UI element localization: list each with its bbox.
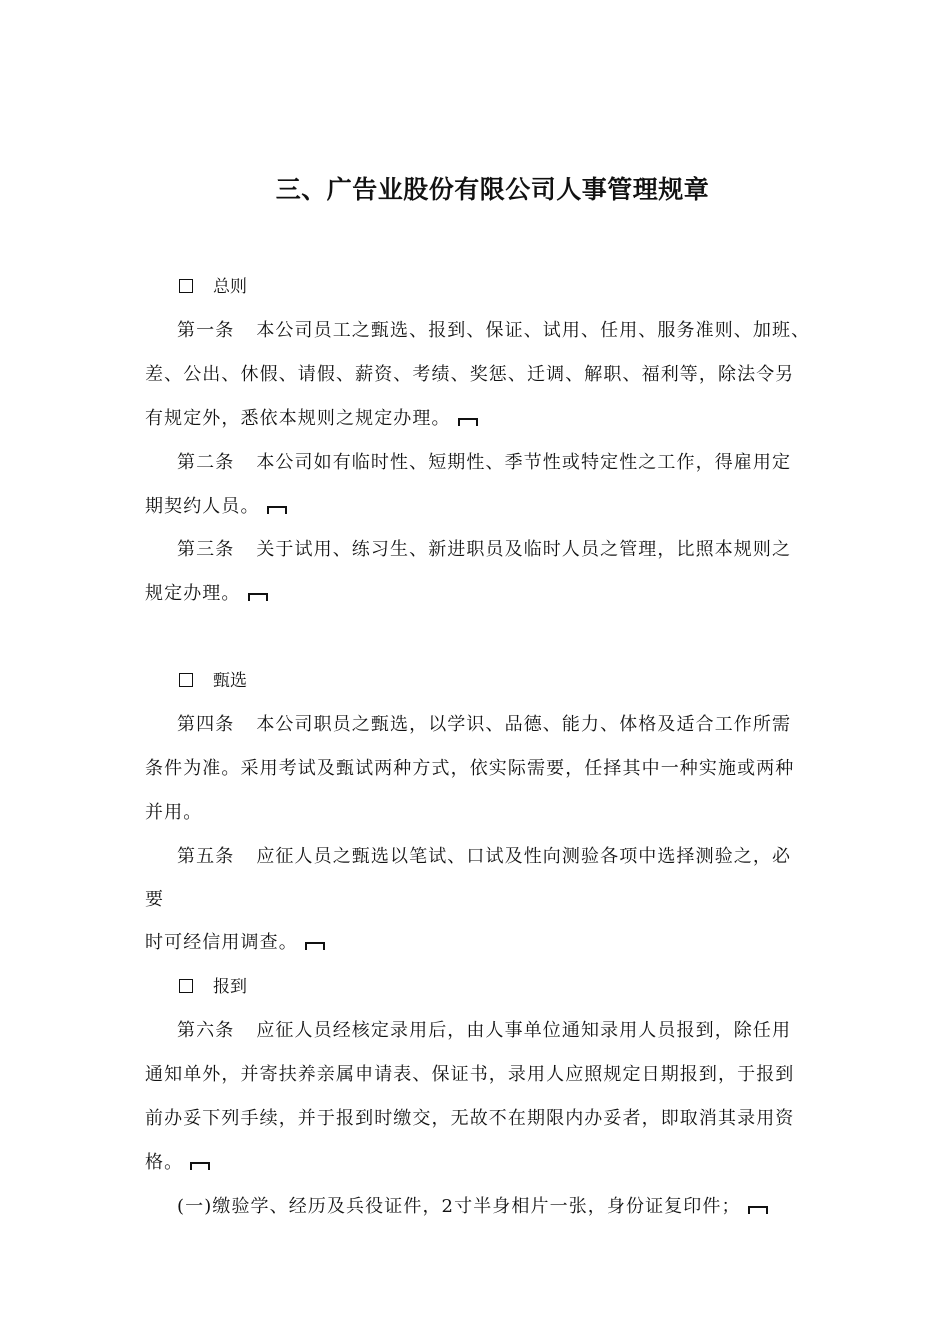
article-number: 第六条 — [177, 1020, 235, 1041]
article-line — [145, 929, 325, 957]
article-number: 第四条 — [177, 714, 235, 735]
section-heading-selection — [179, 667, 247, 695]
document-title: 三、广告业股份有限公司人事管理规章 — [275, 175, 710, 204]
article-line: 并用。 — [145, 802, 203, 823]
article-text: 格。 — [145, 1152, 184, 1173]
article-line — [145, 1149, 210, 1177]
section-title: 总则 — [213, 277, 247, 297]
article-line: 通知单外，并寄扶养亲属申请表、保证书，录用人应照规定日期报到，于报到 — [145, 1064, 795, 1085]
list-item — [177, 1193, 768, 1221]
paragraph-break-icon — [305, 942, 325, 950]
section-title: 甄选 — [213, 671, 247, 691]
article-text: 关于试用、练习生、新进职员及临时人员之管理，比照本规则之 — [256, 539, 792, 560]
article-line: 条件为准。采用考试及甄试两种方式，依实际需要，任择其中一种实施或两种 — [145, 758, 795, 779]
article-text: 应征人员之甄选以笔试、口试及性向测验各项中选择测验之，必 — [256, 846, 792, 867]
article-line — [177, 317, 810, 345]
article-number: 第二条 — [177, 452, 235, 473]
checkbox-icon — [179, 279, 193, 293]
article-line — [177, 843, 791, 871]
article-line: 要 — [145, 889, 165, 910]
article-text: 期契约人员。 — [145, 496, 260, 517]
article-line — [177, 536, 791, 564]
section-heading-general — [179, 273, 247, 301]
section-heading-report — [179, 973, 247, 1001]
article-line: 差、公出、休假、请假、薪资、考绩、奖惩、迁调、解职、福利等，除法令另 — [145, 364, 795, 385]
article-text: 规定办理。 — [145, 583, 241, 604]
checkbox-icon — [179, 979, 193, 993]
article-line: 前办妥下列手续，并于报到时缴交，无故不在期限内办妥者，即取消其录用资 — [145, 1108, 795, 1129]
checkbox-icon — [179, 673, 193, 687]
paragraph-break-icon — [267, 506, 287, 514]
article-number: 第五条 — [177, 846, 235, 867]
list-item-text: (一)缴验学、经历及兵役证件，2寸半身相片一张，身份证复印件； — [177, 1196, 741, 1217]
article-number: 第一条 — [177, 320, 235, 341]
article-text: 有规定外，悉依本规则之规定办理。 — [145, 408, 451, 429]
paragraph-break-icon — [748, 1206, 768, 1214]
article-line — [145, 580, 268, 608]
article-line — [145, 493, 287, 521]
article-number: 第三条 — [177, 539, 235, 560]
article-line — [177, 1017, 791, 1045]
article-text: 本公司如有临时性、短期性、季节性或特定性之工作，得雇用定 — [256, 452, 792, 473]
article-text: 应征人员经核定录用后，由人事单位通知录用人员报到，除任用 — [256, 1020, 792, 1041]
paragraph-break-icon — [248, 593, 268, 601]
article-text: 本公司员工之甄选、报到、保证、试用、任用、服务准则、加班、 — [256, 320, 811, 341]
paragraph-break-icon — [458, 418, 478, 426]
article-text: 时可经信用调查。 — [145, 932, 298, 953]
article-line — [177, 449, 791, 477]
section-title: 报到 — [213, 977, 247, 997]
article-line — [177, 711, 791, 739]
paragraph-break-icon — [190, 1162, 210, 1170]
article-text: 本公司职员之甄选，以学识、品德、能力、体格及适合工作所需 — [256, 714, 792, 735]
article-line — [145, 405, 478, 433]
